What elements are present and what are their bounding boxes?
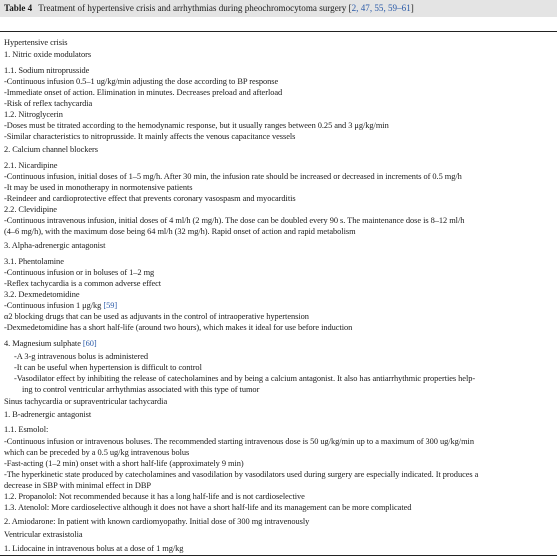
table-label: Table 4 <box>4 3 33 13</box>
section-heading: Hypertensive crisis <box>4 38 68 47</box>
table-line: -Continuous infusion 1 μg/kg [59] <box>4 301 118 310</box>
table-line: -It may be used in monotherapy in normotensive patients <box>4 183 193 192</box>
drug-heading: 1.1. Esmolol: <box>4 425 49 434</box>
caption-citation-link[interactable]: 2, 47, 55, 59–61 <box>351 3 411 13</box>
drug-heading: 1. Lidocaine in intravenous bolus at a dose of 1 mg/kg <box>4 544 184 553</box>
drug-heading: 3.2. Dexmedetomidine <box>4 290 80 299</box>
table-line: -A 3-g intravenous bolus is administered <box>14 352 149 361</box>
table-line: -Continuous infusion, initial doses of 1–5 mg/h. After 30 min, the infusion rate should be increased or decreased in increments of 0.5 mg/h <box>4 172 462 181</box>
table-line: -Reindeer and cardioprotective effect that prevents coronary vasospasm and myocarditis <box>4 194 296 203</box>
table-line: -Fast-acting (1–2 min) onset with a short half-life (approximately 9 min) <box>4 459 244 468</box>
table-line: -Doses must be titrated according to the hemodynamic response, but it usually ranges between 0.25 and 3 μg/kg/min <box>4 121 389 130</box>
drug-heading: 2.1. Nicardipine <box>4 161 58 170</box>
drug-heading: 1.1. Sodium nitroprusside <box>4 66 90 75</box>
table-line: -Risk of reflex tachycardia <box>4 99 93 108</box>
drug-heading: 1.2. Propanolol: Not recommended because it has a long half-life and is not cardioselective <box>4 492 305 501</box>
table-top-rule <box>0 31 557 32</box>
table-line: -The hyperkinetic state produced by catecholamines and vasodilation by vasodilators used during surgery are especially indicated. It produces a <box>4 470 479 479</box>
table-line: which can be preceded by a 0.5 ug/kg intravenous bolus <box>4 448 190 457</box>
table-line: -Continuous infusion or in boluses of 1–2 mg <box>4 268 155 277</box>
table-line: -Similar characteristics to nitroprusside. It mainly affects the venous capacitance vessels <box>4 132 296 141</box>
citation-link[interactable]: [59] <box>103 301 118 310</box>
drug-heading: 2.2. Clevidipine <box>4 205 57 214</box>
drug-class-heading: 2. Calcium channel blockers <box>4 145 99 154</box>
table-line: -Continuous infusion or intravenous boluses. The recommended starting intravenous dose is 50 ug/kg/min up to a maximum of 300 ug/kg/min <box>4 437 474 446</box>
drug-class-heading: 4. Magnesium sulphate [60] <box>4 339 97 348</box>
table-line: -Vasodilator effect by inhibiting the release of catecholamines and by being a calcium antagonist. It also has antiarrhythmic properties help- <box>14 374 476 383</box>
table-line: α2 blocking drugs that can be used as adjuvants in the control of intraoperative hypertension <box>4 312 309 321</box>
drug-class-heading: 3. Alpha-adrenergic antagonist <box>4 241 106 250</box>
citation-link[interactable]: [60] <box>82 339 97 348</box>
table-line: (4–6 mg/h), with the maximum dose being 64 ml/h (32 mg/h). Rapid onset of action and rapid metabolism <box>4 227 356 236</box>
table-line: -Immediate onset of action. Elimination in minutes. Decreases preload and afterload <box>4 88 283 97</box>
table-title: Treatment of hypertensive crisis and arrhythmias during pheochromocytoma surgery [ <box>38 3 352 13</box>
drug-class-heading: 1. Nitric oxide modulators <box>4 50 92 59</box>
section-heading: Sinus tachycardia or supraventricular tachycardia <box>4 397 168 406</box>
table-line: -Continuous infusion 0.5–1 ug/kg/min adjusting the dose according to BP response <box>4 77 279 86</box>
drug-heading: 3.1. Phentolamine <box>4 257 64 266</box>
table-line: -Reflex tachycardia is a common adverse effect <box>4 279 162 288</box>
caption-bracket-close: ] <box>410 3 414 13</box>
drug-heading: 2. Amiodarone: In patient with known cardiomyopathy. Initial dose of 300 mg intravenously <box>4 517 310 526</box>
table-line: -Continuous intravenous infusion, initial doses of 4 ml/h (2 mg/h). The dose can be doubled every 90 s. The maintenance dose is 8–12 ml/h <box>4 216 465 225</box>
drug-class-heading: 1. B-adrenergic antagonist <box>4 410 92 419</box>
drug-heading: 1.2. Nitroglycerin <box>4 110 63 119</box>
drug-heading: 1.3. Atenolol: More cardioselective although it does not have a short half-life and its management can be more complicated <box>4 503 412 512</box>
table-line: -It can be useful when hypertension is difficult to control <box>14 363 202 372</box>
section-heading: Ventricular extrasistolia <box>4 530 83 539</box>
table-line: decrease in SBP with minimal effect in DBP <box>4 481 151 490</box>
table-bottom-rule <box>0 555 557 556</box>
table-caption <box>0 0 557 17</box>
table-line: ing to control ventricular arrhythmias associated with this type of tumor <box>22 385 260 394</box>
table-line: -Dexmedetomidine has a short half-life (around two hours), which makes it ideal for use before induction <box>4 323 353 332</box>
